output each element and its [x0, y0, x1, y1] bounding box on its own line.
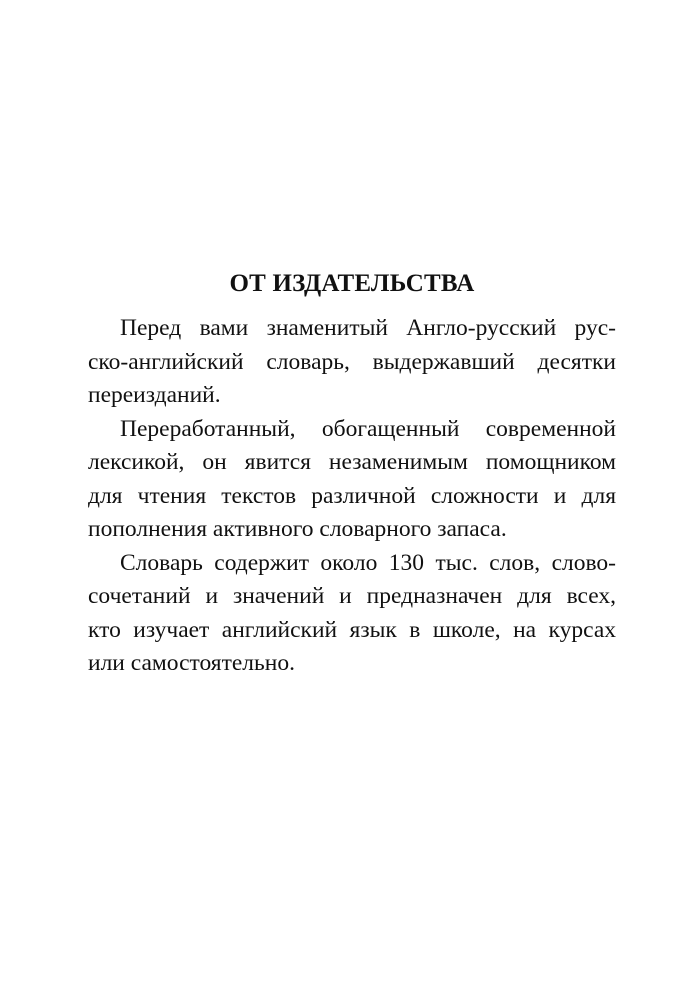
text-line: переизданий.	[88, 382, 221, 408]
text-line: кто изучает английский язык в школе, на курсах	[88, 616, 616, 643]
paragraph-2	[88, 413, 616, 547]
text-line: лексикой, он явится незаменимым помощником	[88, 449, 616, 475]
paragraph-1	[88, 312, 616, 413]
text-line: для чтения текстов различной сложности и для	[88, 482, 616, 509]
text-line: сочетаний и значений и предназначен для всех,	[88, 583, 616, 609]
text-line: или самостоятельно.	[88, 650, 295, 676]
text-line: Словарь содержит около 130 тыс. слов, слово-	[120, 549, 616, 576]
text-line: Перед вами знаменитый Англо-русский рус-	[120, 315, 616, 341]
text-line: Переработанный, обогащенный современной	[120, 415, 616, 442]
paragraph-3	[88, 547, 616, 681]
text-line: пополнения активного словарного запаса.	[88, 516, 507, 542]
page-heading: ОТ ИЗДАТЕЛЬСТВА	[229, 270, 475, 297]
publisher-note	[88, 268, 616, 681]
text-line: ско-английский словарь, выдержавший десятки	[88, 348, 616, 375]
